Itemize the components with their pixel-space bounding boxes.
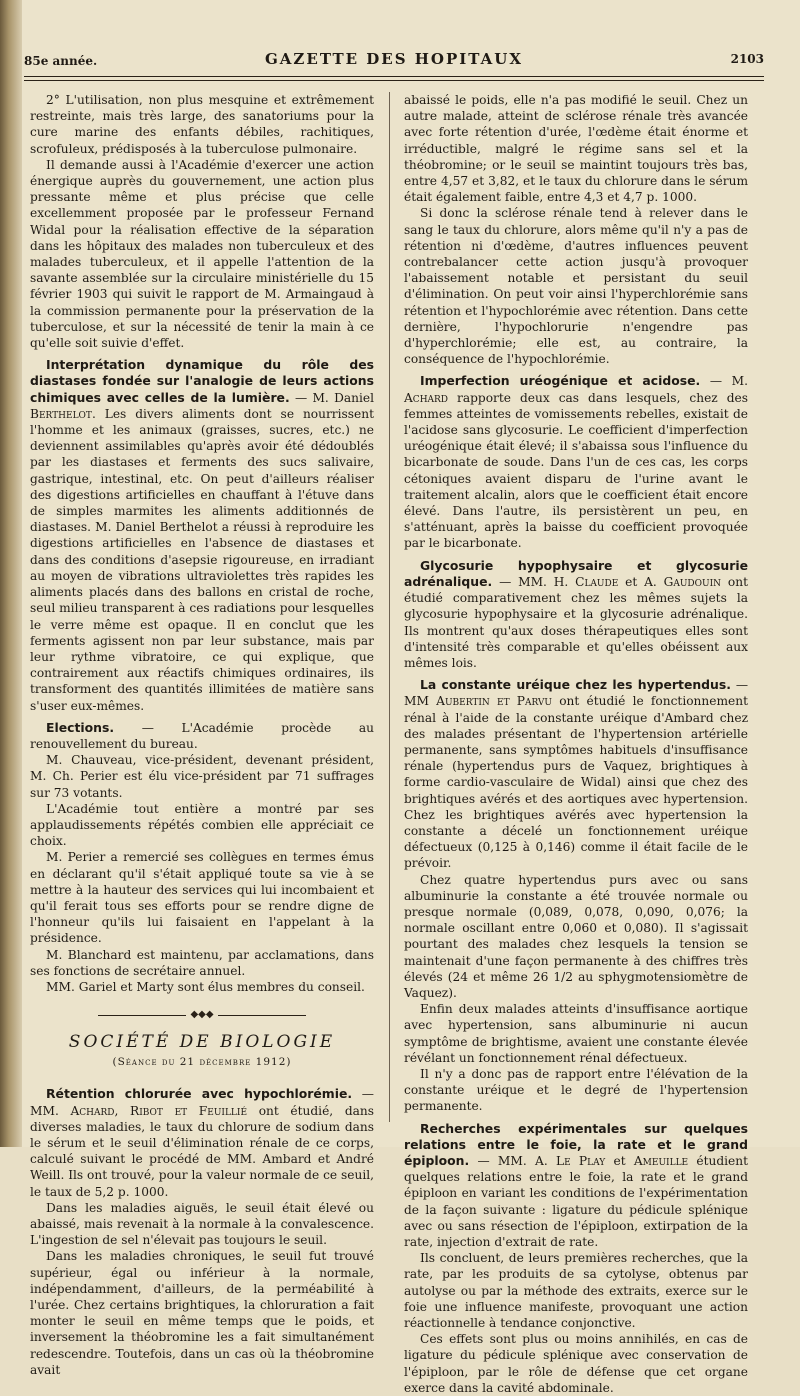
book-binding-edge bbox=[0, 0, 22, 1147]
running-header bbox=[24, 50, 764, 72]
paragraph: Chez quatre hypertendus purs avec ou sans albuminurie la constante a été trouvée normale ou presque normale (0,089, 0,078, 0,090, 0,076; la normale oscillant entre 0,060 et 0,080). Il s'agissait pourtant des malades chez lesquels la tension se maintenait d'une façon permanente à des chiffres très élevés (24 et même 26 1/2 au sphygmotensiomètre de Vaquez). bbox=[404, 872, 748, 1000]
author-names: Aubertin et Parvu bbox=[436, 694, 553, 709]
session-date: (Séance du 21 décembre 1912) bbox=[112, 1056, 292, 1069]
section-heading: Glycosurie hypophysaire et glycosurie adrénalique. bbox=[404, 557, 748, 589]
paragraph: Dans les maladies aiguës, le seuil était élevé ou abaissé, mais revenait à la normale à la convalescence. L'ingestion de sel n'élevait pas toujours le seuil. bbox=[30, 1200, 374, 1248]
paragraph: Ils concluent, de leurs premières recherches, que la rate, par les produits de sa cytolyse, obtenus par autolyse ou par la méthode des extraits, exerce sur le foie une influence manifeste, provoquant une action réactionnelle à tendance conjonctive. bbox=[404, 1251, 748, 1331]
paragraph: M. Perier a remercié ses collègues en termes émus en déclarant qu'il s'était appliqué toute sa vie à se mettre à la hauteur des services qui lui incombaient et qu'il ferait tous ses efforts pour se rendre digne de l'honneur qu'ils lui faisaient en l'appelant à la présidence. bbox=[30, 850, 374, 946]
author-name: Achard bbox=[404, 390, 449, 405]
paragraph: Dans les maladies chroniques, le seuil fut trouvé supérieur, égal ou inférieur à la normale, indépendamment, d'ailleurs, de la perméabilité à l'urée. Chez certains brightiques, la chloruration a fait monter le seuil en même temps que le poids, et inversement la théobromine les a fait simultanément redescendre. Toutefois, dans un cas où la théobromine avait bbox=[30, 1249, 374, 1377]
section-foie-rate-epiploon: Recherches expérimentales sur quelques relations entre le foie, la rate et le grand épiploon. — MM. A. Le Play et Ameuille étudient quelques relations entre le foie, la rate et le grand épiploon en variant les conditions de l'expérimentation de la façon suivante : ligature du pédicule splénique avec ou sans résection de l'épiploon, extirpation de la rate, injection d'extrait de rate. bbox=[404, 1120, 749, 1250]
paragraph: Il demande aussi à l'Académie d'exercer une action énergique auprès du gouvernement, une action plus pressante même et plus précise que celle excellemment proposée par le professeur Fernand Widal pour la réalisation effective de la séparation dans les hôpitaux des malades non tuberculeux et des malades tuberculeux, et il appelle l'attention de la savante assemblée sur la circulaire ministérielle du 15 février 1903 qui suivit le rapport de M. Armaingaud à la commission permanente pour la préservation de la tuberculose, et sur la nécessité de tenir la main à ce qu'elle soit suivie d'effet. bbox=[30, 157, 374, 351]
paragraph: M. Chauveau, vice-président, devenant président, M. Ch. Perier est élu vice-président par 71 suffrages sur 73 votants. bbox=[30, 753, 374, 800]
header-page-number: 2103 bbox=[730, 52, 764, 66]
section-heading: Rétention chlorurée avec hypochlorémie. bbox=[46, 1086, 353, 1102]
section-constante-ureique: La constante uréique chez les hypertendus. — MM Aubertin et Parvu ont étudié le fonctionnement rénal à l'aide de la constante uréique d'Ambard chez des malades présentant de l'hypertension artérielle permanente, sans symptômes habituels d'insuffisance rénale (hypertendus purs de Vaquez, brightiques à forme cardio-vasculaire de Widal) ainsi que chez des brightiques avérés et des aortiques avec hypertension. Chez les brightiques avérés avec hypertension la constante a décelé un fonctionnement uréique défectueux (0,125 à 0,146) comme il était facile de le prévoir. bbox=[404, 677, 749, 871]
section-diastases: Interprétation dynamique du rôle des diastases fondée sur l'analogie de leurs actions chimiques avec celles de la lumière. — M. Daniel Berthelot. Les divers aliments dont se nourrissent l'homme et les animaux (graisses, sucres, etc.) ne deviennent assimilables qu'après avoir été dédoublés par les diastases et ferments des sucs salivaire, gastrique, intestinal, etc. On peut d'ailleurs réaliser des digestions artificielles en chauffant à l'étuve dans de simples marmites les aliments additionnés de diastases. M. Daniel Berthelot a réussi à reproduire les digestions artificielles en l'absence de diastases et dans des conditions d'asepsie rigoureuse, en irradiant au moyen de vibrations ultraviolettes très rapides les aliments placés dans des ballons en cristal de roche, seul milieu transparent à ces radiations pour lesquelles le verre même est opaque. Il en conclut que les ferments agissent non par leur substance, mais par leur rythme vibratoire, ce qui explique, que contrairement aux réactifs chimiques ordinaires, ils transforment des quantités illimitées de matière sans s'user eux-mêmes. bbox=[30, 357, 374, 713]
author-names: Achard, Ribot et Feuillié bbox=[70, 1103, 248, 1118]
section-imperfection-ureogenique: Imperfection uréogénique et acidose. — M. Achard rapporte deux cas dans lesquels, chez des femmes atteintes de vomissements rebelles, existait de l'acidose sans glycosurie. Le coefficient d'imperfection uréogénique était élevé; il s'abaissa sous l'influence du bicarbonate de soude. Dans l'un de ces cas, les corps cétoniques avaient disparu de l'urine avant le traitement alcalin, alors que le coefficient était encore élevé. Dans l'autre, ils persistèrent un peu, en s'atténuant, après la baisse du coefficient provoquée par le bicarbonate. bbox=[404, 373, 749, 551]
paragraph: MM. Gariel et Marty sont élus membres du conseil. bbox=[46, 979, 365, 994]
header-year: 85e année. bbox=[24, 54, 98, 68]
author-name: Ameuille bbox=[633, 1154, 689, 1168]
paragraph: Enfin deux malades atteints d'insuffisance aortique avec hypertension, sans albuminurie ni aucun symptôme de brightisme, avaient une constante élevée révélant un fonctionnement rénal défectueux. bbox=[404, 1002, 748, 1065]
paragraph: Ces effets sont plus ou moins annihilés, en cas de ligature du pédicule splénique avec conservation de l'épiploon, par le rôle de défense que cet organe exerce dans la cavité abdominale. bbox=[404, 1332, 748, 1395]
column-separator bbox=[389, 92, 390, 1122]
paragraph: abaissé le poids, elle n'a pas modifié le seuil. Chez un autre malade, atteint de sclérose rénale très avancée avec forte rétention d'urée, l'œdème était énorme et irréductible, malgré le régime sans sel et la théobromine; or le seuil se maintint toujours très bas, entre 4,57 et 3,82, et le taux du chlorure dans le sérum était également faible, entre 4,3 et 4,7 p. 1000. bbox=[404, 93, 748, 205]
section-retention-chloruree: Rétention chlorurée avec hypochlorémie. — MM. Achard, Ribot et Feuillié ont étudié, dans diverses maladies, le taux du chlorure de sodium dans le sérum et le seuil d'élimination rénale de ce corps, calculé suivant le procédé de MM. Ambard et André Weill. Ils ont trouvé, pour la valeur normale de ce seuil, le taux de 5,2 p. 1000. bbox=[30, 1086, 374, 1199]
header-rule-thin bbox=[24, 80, 764, 81]
section-heading: La constante uréique chez les hypertendus. bbox=[420, 677, 731, 693]
paragraph: M. Blanchard est maintenu, par acclamations, dans ses fonctions de secrétaire annuel. bbox=[30, 947, 374, 978]
society-title: SOCIÉTÉ DE BIOLOGIE bbox=[68, 1031, 336, 1052]
section-glycosurie: Glycosurie hypophysaire et glycosurie adrénalique. — MM. H. Claude et A. Gaudouin ont étudié comparativement chez les mêmes sujets la glycosurie hypophysaire et la glycosurie adrénalique. Ils montrent qu'aux doses thérapeutiques elles sont d'intensité très comparable et qu'elles obéissent aux mêmes lois. bbox=[404, 557, 748, 670]
right-column bbox=[404, 92, 748, 1396]
left-column bbox=[30, 92, 374, 1378]
section-heading: Recherches expérimentales sur quelques relations entre le foie, la rate et le grand épiploon. bbox=[404, 1120, 748, 1168]
author-name: Berthelot bbox=[30, 406, 92, 421]
paragraph: Si donc la sclérose rénale tend à relever dans le sang le taux du chlorure, alors même qu'il n'y a pas de rétention ni d'œdème, d'autres influences peuvent contrebalancer cette action jusqu'à provoquer l'abaissement notable et persistant du seuil d'élimination. On peut voir ainsi l'hyperchlorémie sans rétention et l'hypochlorémie avec rétention. Dans cette dernière, l'hypochlorurie n'engendre pas d'hyperchlorémie; elle est, au contraire, la conséquence de l'hypochlorémie. bbox=[404, 206, 748, 367]
paragraph: 2° L'utilisation, non plus mesquine et extrêmement restreinte, mais très large, des sanatoriums pour la cure marine des enfants débiles, rachitiques, scrofuleux, prédisposés à la tuberculose pulmonaire. bbox=[30, 93, 374, 156]
section-heading: Imperfection uréogénique et acidose. bbox=[420, 373, 701, 389]
paragraph: L'Académie tout entière a montré par ses applaudissements répétés combien elle appréciait ce choix. bbox=[30, 801, 374, 849]
author-name: Claude bbox=[575, 574, 619, 589]
header-journal-title: GAZETTE DES HOPITAUX bbox=[264, 50, 523, 68]
section-heading: Interprétation dynamique du rôle des diastases fondée sur l'analogie de leurs actions chimiques avec celles de la lumière. bbox=[30, 357, 374, 405]
author-name: Le Play bbox=[556, 1154, 606, 1168]
header-rule bbox=[24, 76, 764, 77]
author-name: Gaudouin bbox=[663, 574, 722, 589]
section-heading: Elections. bbox=[46, 719, 115, 735]
ornament-divider: ◆◆◆ bbox=[30, 1007, 374, 1024]
paragraph: Il n'y a donc pas de rapport entre l'élévation de la constante uréique et le degré de l'hypertension permanente. bbox=[404, 1066, 748, 1114]
section-elections: Elections. — L'Académie procède au renouvellement du bureau. bbox=[30, 719, 374, 751]
